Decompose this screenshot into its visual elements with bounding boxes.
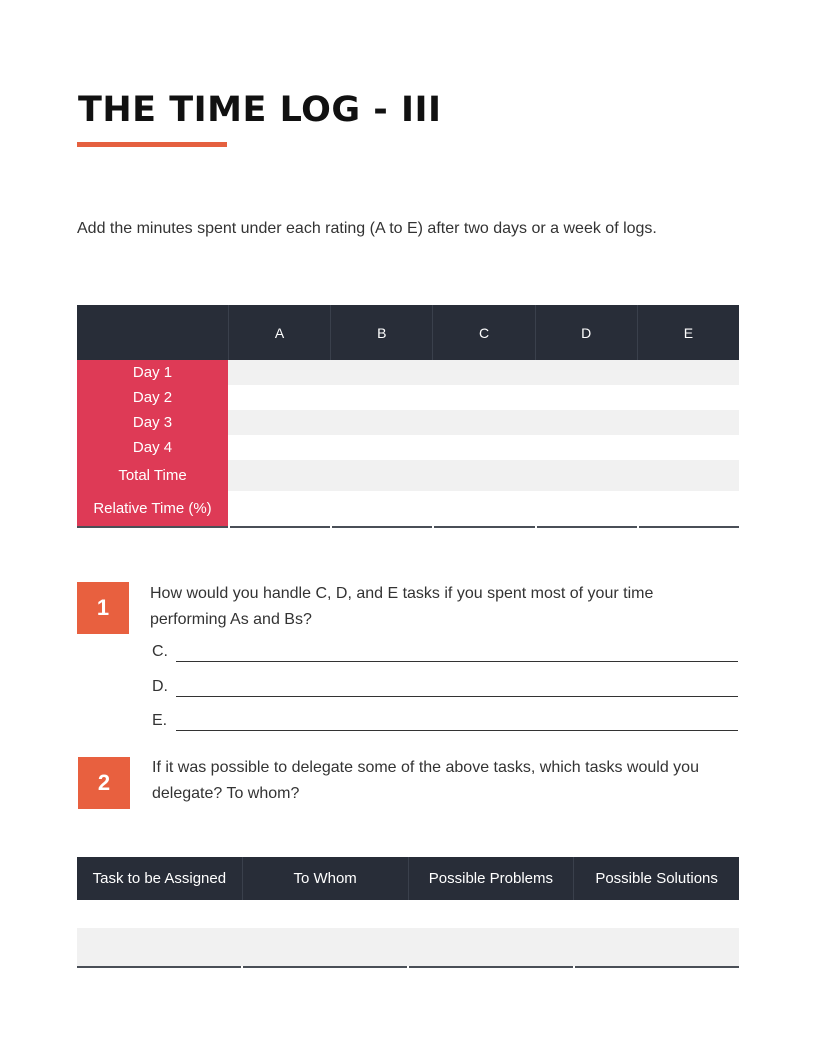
- column-header-problems: Possible Problems: [408, 857, 574, 900]
- answer-input-c[interactable]: [176, 646, 738, 662]
- rating-table-header: [77, 305, 739, 360]
- row-label-day-2: Day 2: [132, 389, 173, 406]
- answer-input-e[interactable]: [176, 715, 738, 731]
- column-header-to-whom: To Whom: [242, 857, 408, 900]
- table-row[interactable]: [228, 460, 739, 491]
- table-bottom-border: [77, 966, 739, 968]
- intro-text: Add the minutes spent under each rating (A to E) after two days or a week of logs.: [77, 220, 657, 237]
- column-header-c: C: [432, 305, 534, 360]
- answer-line-d[interactable]: [152, 677, 738, 697]
- row-label-relative-time: Relative Time (%): [93, 500, 212, 517]
- title-underline-divider: [77, 142, 227, 147]
- answer-label-d: D.: [152, 678, 168, 695]
- table-row[interactable]: [228, 491, 739, 526]
- table-bottom-border: [77, 526, 739, 528]
- column-header-task: Task to be Assigned: [92, 870, 227, 887]
- rating-table-cells: [228, 360, 739, 526]
- table-row[interactable]: [228, 435, 739, 460]
- question-2-text: If it was possible to delegate some of the above tasks, which tasks would you delegate? To whom?: [152, 759, 699, 802]
- question-number-badge-2: 2: [78, 757, 130, 809]
- page-title: THE TIME LOG - III: [78, 90, 442, 130]
- answer-label-c: C.: [152, 643, 168, 660]
- column-header-b: B: [330, 305, 432, 360]
- question-1-text: How would you handle C, D, and E tasks if you spent most of your time performing As and Bs?: [150, 585, 654, 628]
- header-corner-cell: [77, 305, 228, 360]
- column-header-e: E: [637, 305, 739, 360]
- answer-line-c[interactable]: [152, 642, 738, 662]
- question-number-badge-1: 1: [77, 582, 129, 634]
- table-row[interactable]: [77, 900, 739, 928]
- column-header-d: D: [535, 305, 637, 360]
- row-label-day-4: Day 4: [132, 439, 173, 456]
- answer-line-e[interactable]: [152, 711, 738, 731]
- table-row[interactable]: [228, 360, 739, 385]
- delegation-table-header: [77, 857, 739, 900]
- answer-input-d[interactable]: [176, 681, 738, 697]
- table-row[interactable]: [228, 410, 739, 435]
- row-label-total-time: Total Time: [118, 467, 187, 484]
- row-label-day-1: Day 1: [132, 364, 173, 381]
- table-row[interactable]: [77, 928, 739, 966]
- table-row[interactable]: [228, 385, 739, 410]
- row-labels: [77, 360, 228, 526]
- column-header-solutions: Possible Solutions: [573, 857, 739, 900]
- row-label-day-3: Day 3: [132, 414, 173, 431]
- rating-table: [77, 305, 739, 528]
- answer-label-e: E.: [152, 712, 168, 729]
- delegation-table: [77, 857, 739, 968]
- column-header-a: A: [228, 305, 330, 360]
